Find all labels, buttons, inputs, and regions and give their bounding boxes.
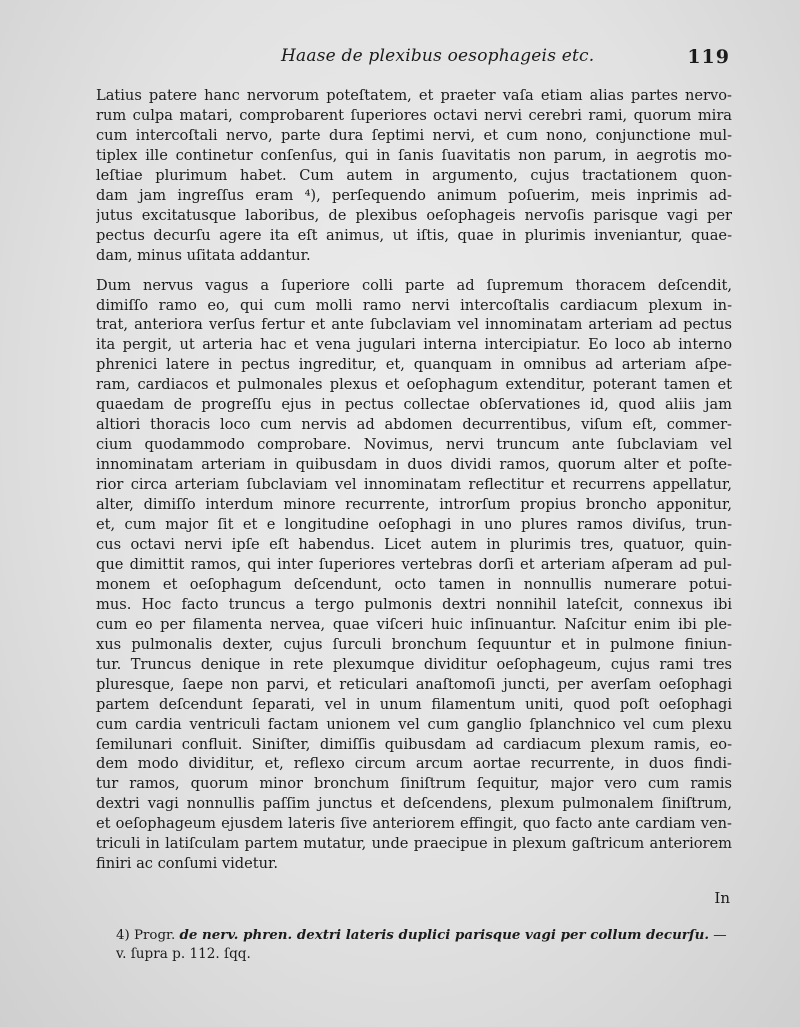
running-title: Haase de plexibus oesophageis etc. xyxy=(281,46,595,66)
text-line: dem modo dividitur, et, reflexo circum arcum aortae recurrente, in duos findi- xyxy=(96,755,732,773)
text-line: xus pulmonalis dexter, cujus ſurculi bronchum ſequuntur et in pulmone finiun- xyxy=(96,635,732,653)
catchword: In xyxy=(714,889,730,907)
footnote-citation: de nerv. phren. dextri lateris duplici parisque vagi per collum decurſu. xyxy=(179,927,710,943)
text-line: pluresque, ſaepe non parvi, et reticulari anaſtomoſi juncti, per averſam oeſophagi xyxy=(96,675,732,693)
text-line: jutus excitatusque laboribus, de plexibus oeſophageis nervoſis parisque vagi per xyxy=(96,206,732,224)
footnote-lead: 4) Progr. xyxy=(116,928,176,943)
text-line: leſtiae plurimum habet. Cum autem in argumento, cujus tractationem quon- xyxy=(96,166,732,184)
text-line: tur ramos, quorum minor bronchum ſiniſtrum ſequitur, major vero cum ramis xyxy=(96,775,732,793)
text-line: tur. Truncus denique in rete plexumque dividitur oeſophageum, cujus rami tres xyxy=(96,655,732,673)
text-line: Dum nervus vagus a ſuperiore colli parte ad ſupremum thoracem deſcendit, xyxy=(96,276,732,294)
text-line: dextri vagi nonnullis paſſim junctus et deſcendens, plexum pulmonalem ſiniſtrum, xyxy=(96,795,732,813)
body-text xyxy=(96,86,732,874)
footnote xyxy=(116,926,732,964)
text-line: cum intercoſtali nervo, parte dura ſeptimi nervi, et cum nono, conjunctione mul- xyxy=(96,126,732,144)
paragraph-1 xyxy=(96,86,732,266)
text-line: rum culpa matari, comprobarent ſuperiores octavi nervi cerebri rami, quorum mira xyxy=(96,106,732,124)
text-line: partem deſcendunt ſeparati, vel in unum filamentum uniti, quod poſt oeſophagi xyxy=(96,695,732,713)
text-line: trat, anteriora verſus fertur et ante ſubclaviam vel innominatam arteriam ad pectus xyxy=(96,316,732,334)
text-line: cium quodammodo comprobare. Novimus, nervi truncum ante ſubclaviam vel xyxy=(96,436,732,454)
text-line: et, cum major ſit et e longitudine oeſophagi in uno plures ramos diviſus, trun- xyxy=(96,516,732,534)
page-number: 119 xyxy=(687,46,730,68)
footnote-line-1 xyxy=(116,926,732,945)
text-line: rior circa arteriam ſubclaviam vel innominatam reflectitur et recurrens appellatur, xyxy=(96,476,732,494)
text-line: tiplex ille continetur conſenſus, qui in ſanis ſuavitatis non parum, in aegrotis mo- xyxy=(96,146,732,164)
page-header xyxy=(96,44,730,78)
text-line: innominatam arteriam in quibusdam in duos dividi ramos, quorum alter et poſte- xyxy=(96,456,732,474)
text-line: alter, dimiſſo interdum minore recurrente, introrſum propius broncho apponitur, xyxy=(96,496,732,514)
text-line: mus. Hoc facto truncus a tergo pulmonis dextri nonnihil lateſcit, connexus ibi xyxy=(96,595,732,613)
text-line: monem et oeſophagum deſcendunt, octo tamen in nonnullis numerare potui- xyxy=(96,575,732,593)
text-line: finiri ac conſumi videtur. xyxy=(96,855,279,873)
text-line: que dimittit ramos, qui inter ſuperiores vertebras dorſi et arteriam aſperam ad pul- xyxy=(96,555,732,573)
text-line: ram, cardiacos et pulmonales plexus et oeſophagum extenditur, poterant tamen et xyxy=(96,376,732,394)
text-line: et oeſophageum ejusdem lateris ſive anteriorem effingit, quo facto ante cardiam ven- xyxy=(96,815,732,833)
text-line: dam jam ingreſſus eram ⁴), perſequendo animum poſuerim, meis inprimis ad- xyxy=(96,186,732,204)
text-line: Latius patere hanc nervorum poteſtatem, et praeter vaſa etiam alias partes nervo- xyxy=(96,87,732,104)
text-line: quaedam de progreſſu ejus in pectus collectae obſervationes id, quod aliis jam xyxy=(96,396,732,414)
text-line: cum cardia ventriculi factam unionem vel cum ganglio ſplanchnico vel cum plexu xyxy=(96,715,732,733)
text-line: phrenici latere in pectus ingreditur, et, quanquam in omnibus ad arteriam aſpe- xyxy=(96,356,732,374)
text-line: triculi in latiſculam partem mutatur, unde praecipue in plexum gaſtricum anteriorem xyxy=(96,835,732,853)
text-line: dimiſſo ramo eo, qui cum molli ramo nervi intercoſtalis cardiacum plexum in- xyxy=(96,296,732,314)
footnote-dash: — xyxy=(709,928,727,943)
text-line: ita pergit, ut arteria hac et vena jugulari interna intercipiatur. Eo loco ab interno xyxy=(96,336,732,354)
text-line: dam, minus uſitata addantur. xyxy=(96,246,311,264)
text-line: cus octavi nervi ipſe eſt habendus. Licet autem in plurimis tres, quatuor, quin- xyxy=(96,535,732,553)
text-line: cum eo per filamenta nervea, quae viſceri huic inſinuantur. Naſcitur enim ibi ple- xyxy=(96,615,732,633)
footnote-line-2: v. ſupra p. 112. ſqq. xyxy=(116,946,251,962)
text-line: ſemilunari confluit. Siniſter, dimiſſis quibusdam ad cardiacum plexum ramis, eo- xyxy=(96,735,732,753)
paragraph-2 xyxy=(96,276,732,875)
text-line: pectus decurſu agere ita eſt animus, ut iſtis, quae in plurimis inveniantur, quae- xyxy=(96,226,732,244)
text-line: altiori thoracis loco cum nervis ad abdomen decurrentibus, viſum eſt, commer- xyxy=(96,416,732,434)
